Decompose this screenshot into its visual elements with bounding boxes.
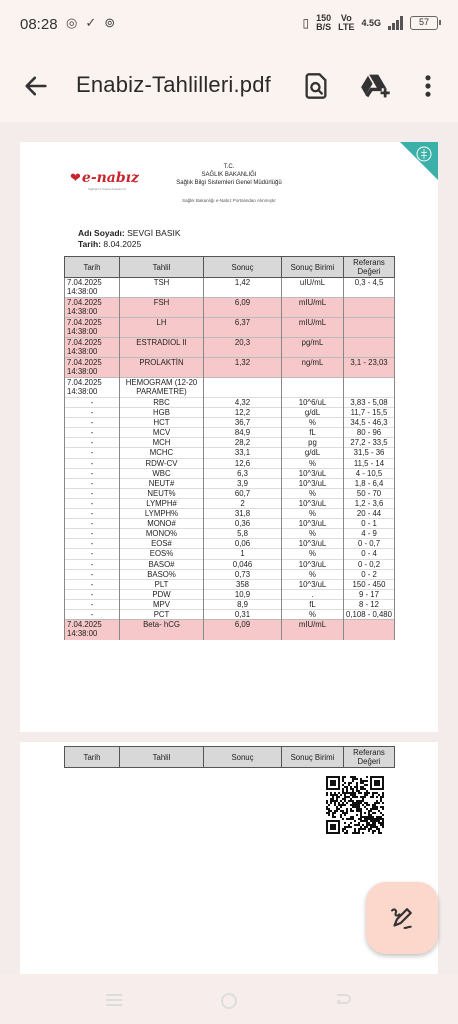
cell-referans: 3,83 - 5,08 [344,398,395,408]
cell-sonuc: 6,3 [204,468,282,478]
cell-referans: 27,2 - 33,5 [344,438,395,448]
table-row [65,398,395,408]
cell-tarih: - [65,579,120,589]
cell-sonuc: 33,1 [204,448,282,458]
document-title: Enabiz-Tahlilleri.pdf [76,72,271,97]
cell-sonuc: 12,6 [204,458,282,468]
cell-tarih: - [65,428,120,438]
cell-tahlil: BASO% [120,569,204,579]
cell-referans: 11,5 - 14 [344,458,395,468]
arrow-left-icon[interactable] [22,72,50,100]
cell-tarih: - [65,418,120,428]
cell-tarih: 7.04.2025 14:38:00 [65,278,120,298]
heart-icon: ❤ [70,170,81,185]
table-row [65,488,395,498]
cell-tarih: 7.04.2025 14:38:00 [65,338,120,358]
cell-tarih: 7.04.2025 14:38:00 [65,358,120,378]
cell-tarih: - [65,569,120,579]
cell-referans: 31,5 - 36 [344,448,395,458]
cell-birim: pg/mL [282,338,344,358]
cell-referans: 8 - 12 [344,599,395,609]
cell-birim: % [282,488,344,498]
table-row [65,529,395,539]
cell-tahlil: PLT [120,579,204,589]
cell-tahlil: HEMOGRAM (12-20 PARAMETRE) [120,378,204,398]
cell-birim: fL [282,428,344,438]
cell-birim: . [282,589,344,599]
header-source: Sağlık Bakanlığı e-Nabız Portalından Alınmıştır [182,198,276,203]
cell-tarih: - [65,609,120,619]
cell-tahlil: FSH [120,298,204,318]
recents-icon[interactable] [104,992,124,1008]
cell-tahlil: PCT [120,609,204,619]
cell-tahlil: PDW [120,589,204,599]
cell-referans: 150 - 450 [344,579,395,589]
table-row [65,589,395,599]
col-sonuc: Sonuç [204,747,282,768]
cell-referans: 9 - 17 [344,589,395,599]
cell-tahlil: TSH [120,278,204,298]
status-time: 08:28 [20,16,58,33]
notification-icons [66,15,115,31]
cell-tahlil: ESTRADIOL II [120,338,204,358]
cell-tarih: - [65,438,120,448]
col-referans: Referans Değeri [344,257,395,278]
cell-referans: 1,2 - 3,6 [344,498,395,508]
table-row [65,418,395,428]
cell-sonuc: 0,36 [204,519,282,529]
cell-tahlil: Beta- hCG [120,620,204,640]
cell-birim: % [282,549,344,559]
cell-tarih: - [65,539,120,549]
cell-tahlil: LH [120,318,204,338]
cell-tarih: - [65,559,120,569]
cell-tahlil: WBC [120,468,204,478]
cell-referans: 34,5 - 46,3 [344,418,395,428]
qr-code [326,776,384,834]
header-department: Sağlık Bilgi Sistemleri Genel Müdürlüğü [176,180,282,186]
cell-birim: 10^3/uL [282,468,344,478]
cell-tahlil: MPV [120,599,204,609]
cell-sonuc: 10,9 [204,589,282,599]
col-birim: Sonuç Birimi [282,257,344,278]
cell-tarih: - [65,599,120,609]
battery-icon: 57 [410,16,438,30]
cell-tarih: 7.04.2025 14:38:00 [65,378,120,398]
table-row [65,620,395,640]
cell-sonuc: 358 [204,579,282,589]
cell-tahlil: NEUT# [120,478,204,488]
cell-sonuc: 6,37 [204,318,282,338]
signal-icon [388,16,403,30]
cell-sonuc: 0,73 [204,569,282,579]
cell-referans: 0 - 0,7 [344,539,395,549]
cell-birim: uIU/mL [282,278,344,298]
cell-birim: 10^3/uL [282,559,344,569]
enabiz-logo: ❤ e-nabız [70,170,139,186]
cell-birim: pg [282,438,344,448]
table-row [65,549,395,559]
more-vert-icon[interactable] [418,72,438,100]
col-tarih: Tarih [65,257,120,278]
cell-referans [344,318,395,338]
cell-sonuc: 3,9 [204,478,282,488]
cell-referans [344,298,395,318]
cell-tarih: - [65,398,120,408]
status-right [303,14,439,32]
results-table [64,256,395,640]
cell-sonuc: 1 [204,549,282,559]
volte-indicator: Vo LTE [338,13,355,32]
cell-birim: mIU/mL [282,298,344,318]
pen-annotate-icon [387,903,417,933]
table-row [65,468,395,478]
cell-birim: % [282,609,344,619]
table-row [65,569,395,579]
cell-tahlil: MONO# [120,519,204,529]
table-row [65,579,395,589]
cell-tarih: - [65,408,120,418]
hotspot-icon: ⊚ [104,15,116,30]
col-referans: Referans Değeri [344,747,395,768]
cell-referans [344,378,395,398]
table-row [65,428,395,438]
col-tarih: Tarih [65,747,120,768]
cell-birim: 10^3/uL [282,579,344,589]
cell-tarih: - [65,589,120,599]
cell-tarih: - [65,519,120,529]
cell-sonuc: 8,9 [204,599,282,609]
cell-birim: 10^3/uL [282,478,344,488]
table-row [65,338,395,358]
table-row [65,438,395,448]
cell-birim: % [282,569,344,579]
cell-referans: 4 - 10,5 [344,468,395,478]
cell-tahlil: PROLAKTİN [120,358,204,378]
vibrate-icon: ▯ [302,16,310,30]
cell-birim: 10^3/uL [282,519,344,529]
navigation-bar [0,974,458,1024]
app-bar [0,52,458,122]
cell-referans: 20 - 44 [344,509,395,519]
results-table-page2 [64,746,395,768]
instagram-icon: ◎ [66,15,78,30]
cell-sonuc: 12,2 [204,408,282,418]
cell-tarih: 7.04.2025 14:38:00 [65,620,120,640]
cell-referans: 0 - 4 [344,549,395,559]
cell-tahlil: EOS# [120,539,204,549]
cell-birim: 10^6/uL [282,398,344,408]
cell-sonuc: 0,31 [204,609,282,619]
cell-birim: % [282,529,344,539]
cell-sonuc: 31,8 [204,509,282,519]
header-tc: T.C. [223,164,235,170]
cell-tahlil: MCHC [120,448,204,458]
cell-sonuc: 5,8 [204,529,282,539]
cell-referans: 0 - 1 [344,519,395,529]
col-tahlil: Tahlil [120,747,204,768]
logo-subtitle: Sağlığınız Kişisel Asistanınız [88,187,127,191]
cell-tahlil: MCH [120,438,204,448]
cell-tarih: - [65,468,120,478]
annotate-button[interactable] [366,882,438,954]
table-row [65,358,395,378]
cell-birim: mIU/mL [282,318,344,338]
cell-tahlil: EOS% [120,549,204,559]
cell-sonuc: 84,9 [204,428,282,438]
cell-tahlil: MONO% [120,529,204,539]
cell-tarih: 7.04.2025 14:38:00 [65,298,120,318]
cell-sonuc: 1,42 [204,278,282,298]
cell-birim: 10^3/uL [282,539,344,549]
cell-tahlil: BASO# [120,559,204,569]
table-row [65,318,395,338]
cell-sonuc: 28,2 [204,438,282,448]
cell-tarih: - [65,478,120,488]
table-row [65,498,395,508]
table-row [65,448,395,458]
cell-birim [282,378,344,398]
cell-tahlil: HCT [120,418,204,428]
cell-birim: mIU/mL [282,620,344,640]
cell-referans [344,338,395,358]
cell-birim: g/dL [282,448,344,458]
cell-tarih: 7.04.2025 14:38:00 [65,318,120,338]
cell-tahlil: HGB [120,408,204,418]
cell-tarih: - [65,448,120,458]
cell-referans: 0 - 0,2 [344,559,395,569]
document-search-icon[interactable] [302,72,330,100]
pdf-page-1 [20,142,438,732]
cell-sonuc [204,378,282,398]
cell-birim: % [282,458,344,468]
table-row [65,378,395,398]
cell-tarih: - [65,529,120,539]
table-row [65,478,395,488]
cell-tahlil: NEUT% [120,488,204,498]
cell-tarih: - [65,498,120,508]
table-row [65,458,395,468]
col-tahlil: Tahlil [120,257,204,278]
cell-birim: fL [282,599,344,609]
col-sonuc: Sonuç [204,257,282,278]
table-row [65,599,395,609]
cell-tahlil: RBC [120,398,204,408]
cell-referans: 3,1 - 23,03 [344,358,395,378]
table-row [65,559,395,569]
cell-sonuc: 20,3 [204,338,282,358]
cell-tarih: - [65,488,120,498]
cell-referans: 1,8 - 6,4 [344,478,395,488]
status-bar [0,0,458,52]
cell-sonuc: 0,06 [204,539,282,549]
home-icon[interactable] [220,992,238,1010]
cell-birim: g/dL [282,408,344,418]
cell-sonuc: 60,7 [204,488,282,498]
table-row [65,408,395,418]
cell-tarih: - [65,509,120,519]
cell-referans: 50 - 70 [344,488,395,498]
cell-referans [344,620,395,640]
ministry-seal-icon [400,142,438,180]
net-type: 4.5G [361,18,381,28]
table-row [65,509,395,519]
back-nav-icon[interactable] [334,992,352,1008]
cell-sonuc: 4,32 [204,398,282,408]
cell-tahlil: LYMPH% [120,509,204,519]
header-ministry: SAĞLIK BAKANLIĞI [201,172,257,178]
cell-referans: 0,3 - 4,5 [344,278,395,298]
table-row [65,298,395,318]
cell-sonuc: 2 [204,498,282,508]
cell-tahlil: LYMPH# [120,498,204,508]
cell-sonuc: 6,09 [204,298,282,318]
cell-sonuc: 0,046 [204,559,282,569]
cell-sonuc: 1,32 [204,358,282,378]
network-speed: 150 B/S [316,13,332,32]
cell-referans: 80 - 96 [344,428,395,438]
table-row [65,539,395,549]
cell-referans: 4 - 9 [344,529,395,539]
cell-birim: ng/mL [282,358,344,378]
cell-birim: % [282,509,344,519]
table-row [65,519,395,529]
cell-tahlil: RDW-CV [120,458,204,468]
cell-tahlil: MCV [120,428,204,438]
cell-tarih: - [65,458,120,468]
cell-referans: 11,7 - 15,5 [344,408,395,418]
cell-referans: 0,108 - 0,480 [344,609,395,619]
cell-tarih: - [65,549,120,559]
table-row [65,609,395,619]
report-date: Tarih: 8.04.2025 [78,239,142,249]
cell-referans: 0 - 2 [344,569,395,579]
patient-name: Adı Soyadı: SEVGİ BASIK [78,228,181,238]
cell-birim: % [282,418,344,428]
cell-birim: 10^3/uL [282,498,344,508]
col-birim: Sonuç Birimi [282,747,344,768]
cell-sonuc: 6,09 [204,620,282,640]
checkmark-icon: ✓ [85,15,97,30]
cell-sonuc: 36,7 [204,418,282,428]
drive-add-icon[interactable] [360,72,392,100]
table-row [65,278,395,298]
